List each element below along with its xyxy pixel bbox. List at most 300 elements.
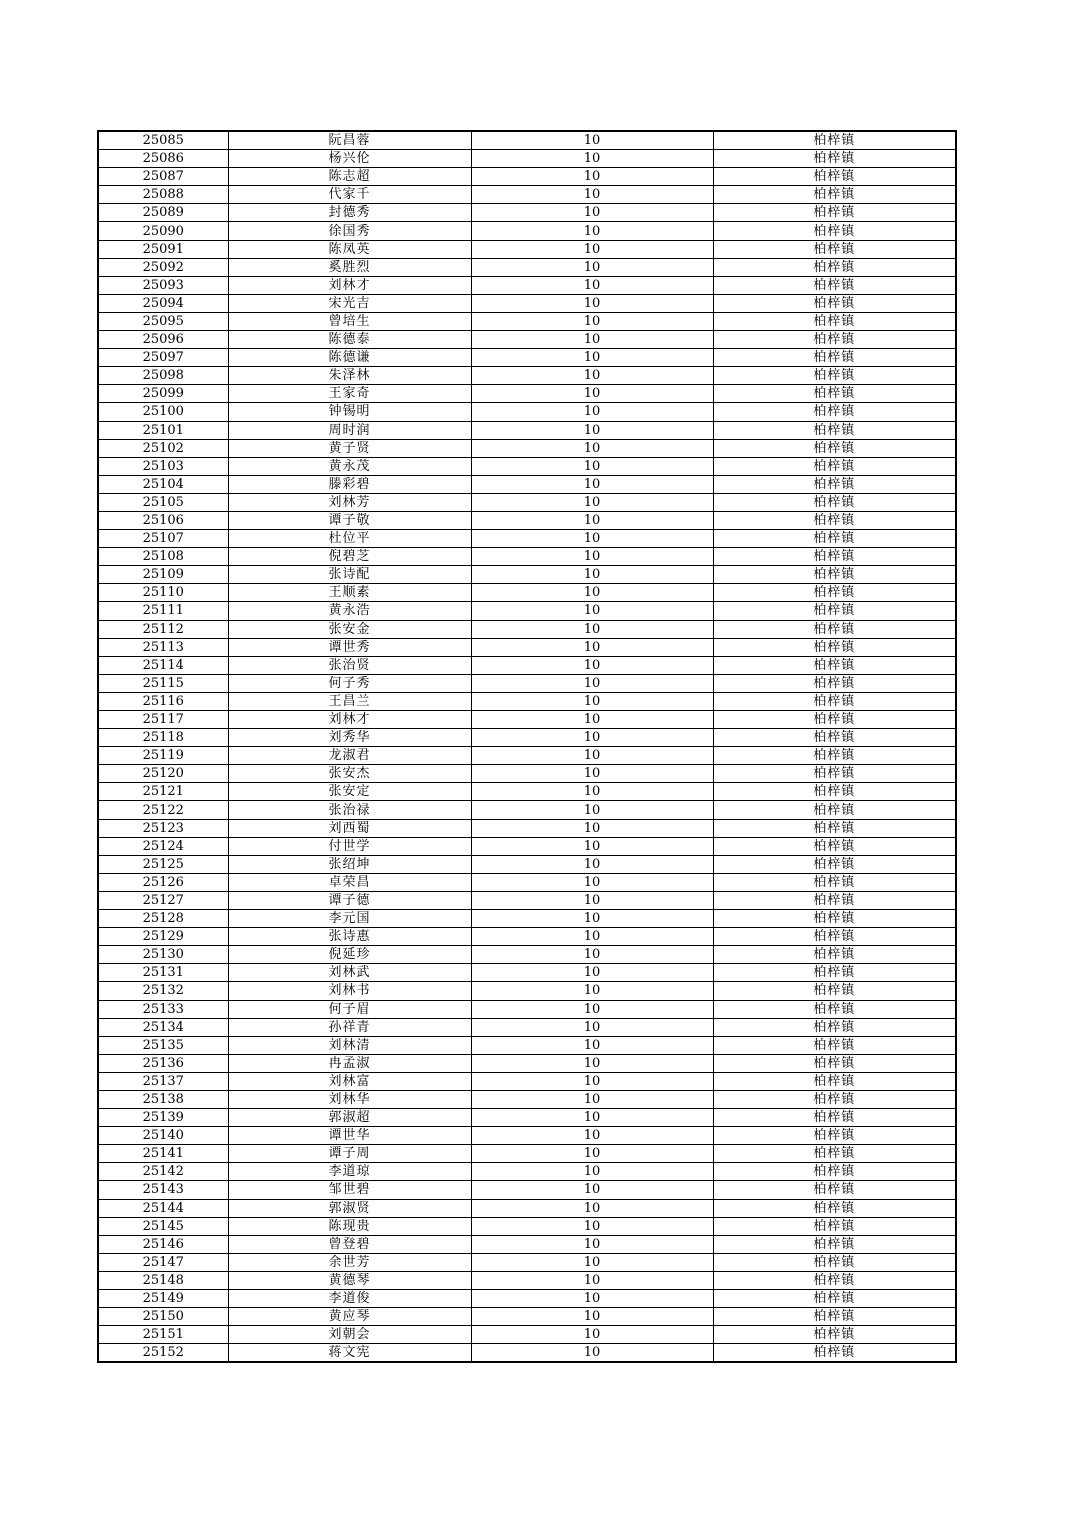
cell-name: 李道琼 <box>228 1163 471 1181</box>
cell-town: 柏梓镇 <box>713 403 956 421</box>
cell-name: 刘朝会 <box>228 1326 471 1344</box>
cell-name: 郭淑超 <box>228 1109 471 1127</box>
table-row <box>98 312 956 330</box>
cell-id: 25113 <box>98 638 228 656</box>
cell-amount: 10 <box>471 1145 713 1163</box>
cell-id: 25144 <box>98 1199 228 1217</box>
cell-town: 柏梓镇 <box>713 1054 956 1072</box>
cell-id: 25109 <box>98 566 228 584</box>
cell-amount: 10 <box>471 150 713 168</box>
cell-id: 25145 <box>98 1217 228 1235</box>
cell-town: 柏梓镇 <box>713 928 956 946</box>
table-row <box>98 964 956 982</box>
cell-town: 柏梓镇 <box>713 240 956 258</box>
cell-id: 25141 <box>98 1145 228 1163</box>
cell-id: 25137 <box>98 1072 228 1090</box>
cell-name: 张安杰 <box>228 765 471 783</box>
cell-town: 柏梓镇 <box>713 1181 956 1199</box>
cell-town: 柏梓镇 <box>713 1018 956 1036</box>
cell-amount: 10 <box>471 620 713 638</box>
cell-id: 25134 <box>98 1018 228 1036</box>
cell-amount: 10 <box>471 421 713 439</box>
cell-id: 25135 <box>98 1036 228 1054</box>
cell-amount: 10 <box>471 783 713 801</box>
cell-amount: 10 <box>471 1036 713 1054</box>
cell-name: 杨兴伦 <box>228 150 471 168</box>
cell-amount: 10 <box>471 331 713 349</box>
cell-amount: 10 <box>471 276 713 294</box>
cell-id: 25148 <box>98 1271 228 1289</box>
cell-town: 柏梓镇 <box>713 729 956 747</box>
table-row <box>98 638 956 656</box>
cell-town: 柏梓镇 <box>713 656 956 674</box>
table-row <box>98 1109 956 1127</box>
cell-amount: 10 <box>471 367 713 385</box>
table-row <box>98 982 956 1000</box>
cell-town: 柏梓镇 <box>713 439 956 457</box>
table-row <box>98 783 956 801</box>
cell-name: 陈现贵 <box>228 1217 471 1235</box>
cell-name: 黄永浩 <box>228 602 471 620</box>
cell-town: 柏梓镇 <box>713 1326 956 1344</box>
cell-id: 25097 <box>98 349 228 367</box>
cell-amount: 10 <box>471 964 713 982</box>
cell-name: 李元国 <box>228 910 471 928</box>
cell-town: 柏梓镇 <box>713 131 956 150</box>
cell-name: 卓荣昌 <box>228 873 471 891</box>
cell-amount: 10 <box>471 1090 713 1108</box>
table-row <box>98 385 956 403</box>
table-row <box>98 131 956 150</box>
cell-id: 25110 <box>98 584 228 602</box>
cell-id: 25104 <box>98 475 228 493</box>
cell-town: 柏梓镇 <box>713 910 956 928</box>
cell-town: 柏梓镇 <box>713 548 956 566</box>
cell-amount: 10 <box>471 891 713 909</box>
cell-town: 柏梓镇 <box>713 511 956 529</box>
cell-town: 柏梓镇 <box>713 620 956 638</box>
cell-name: 孙祥青 <box>228 1018 471 1036</box>
cell-town: 柏梓镇 <box>713 584 956 602</box>
cell-town: 柏梓镇 <box>713 891 956 909</box>
table-row <box>98 1217 956 1235</box>
cell-amount: 10 <box>471 566 713 584</box>
cell-name: 奚胜烈 <box>228 258 471 276</box>
cell-id: 25121 <box>98 783 228 801</box>
table-row <box>98 1072 956 1090</box>
cell-id: 25092 <box>98 258 228 276</box>
table-row <box>98 294 956 312</box>
cell-id: 25103 <box>98 457 228 475</box>
cell-name: 陈志超 <box>228 168 471 186</box>
table-row <box>98 1181 956 1199</box>
cell-id: 25087 <box>98 168 228 186</box>
cell-name: 代家千 <box>228 186 471 204</box>
cell-id: 25090 <box>98 222 228 240</box>
cell-name: 陈凤英 <box>228 240 471 258</box>
cell-name: 刘西蜀 <box>228 819 471 837</box>
cell-amount: 10 <box>471 729 713 747</box>
cell-name: 封德秀 <box>228 204 471 222</box>
cell-name: 谭子周 <box>228 1145 471 1163</box>
cell-name: 谭子敬 <box>228 511 471 529</box>
cell-amount: 10 <box>471 656 713 674</box>
cell-name: 付世学 <box>228 837 471 855</box>
cell-amount: 10 <box>471 1072 713 1090</box>
table-body <box>98 131 956 1362</box>
cell-amount: 10 <box>471 403 713 421</box>
cell-id: 25140 <box>98 1127 228 1145</box>
cell-amount: 10 <box>471 186 713 204</box>
cell-amount: 10 <box>471 1018 713 1036</box>
cell-id: 25096 <box>98 331 228 349</box>
cell-town: 柏梓镇 <box>713 530 956 548</box>
cell-id: 25151 <box>98 1326 228 1344</box>
cell-amount: 10 <box>471 511 713 529</box>
cell-town: 柏梓镇 <box>713 566 956 584</box>
cell-id: 25136 <box>98 1054 228 1072</box>
cell-amount: 10 <box>471 982 713 1000</box>
cell-town: 柏梓镇 <box>713 1344 956 1363</box>
cell-name: 倪延珍 <box>228 946 471 964</box>
cell-town: 柏梓镇 <box>713 331 956 349</box>
cell-amount: 10 <box>471 765 713 783</box>
table-row <box>98 855 956 873</box>
table-row <box>98 873 956 891</box>
cell-amount: 10 <box>471 1344 713 1363</box>
cell-name: 郭淑贤 <box>228 1199 471 1217</box>
cell-id: 25106 <box>98 511 228 529</box>
cell-town: 柏梓镇 <box>713 1199 956 1217</box>
cell-amount: 10 <box>471 258 713 276</box>
cell-id: 25150 <box>98 1308 228 1326</box>
table-row <box>98 186 956 204</box>
table-row <box>98 421 956 439</box>
cell-name: 滕彩碧 <box>228 475 471 493</box>
cell-town: 柏梓镇 <box>713 186 956 204</box>
cell-town: 柏梓镇 <box>713 711 956 729</box>
table-row <box>98 1036 956 1054</box>
cell-amount: 10 <box>471 1127 713 1145</box>
cell-amount: 10 <box>471 946 713 964</box>
cell-id: 25139 <box>98 1109 228 1127</box>
cell-town: 柏梓镇 <box>713 1000 956 1018</box>
cell-id: 25127 <box>98 891 228 909</box>
cell-town: 柏梓镇 <box>713 349 956 367</box>
cell-name: 曾登碧 <box>228 1235 471 1253</box>
table-row <box>98 530 956 548</box>
cell-id: 25094 <box>98 294 228 312</box>
cell-town: 柏梓镇 <box>713 855 956 873</box>
cell-name: 谭子德 <box>228 891 471 909</box>
cell-town: 柏梓镇 <box>713 946 956 964</box>
cell-town: 柏梓镇 <box>713 1163 956 1181</box>
cell-amount: 10 <box>471 493 713 511</box>
cell-amount: 10 <box>471 928 713 946</box>
cell-id: 25111 <box>98 602 228 620</box>
cell-name: 李道俊 <box>228 1290 471 1308</box>
cell-town: 柏梓镇 <box>713 276 956 294</box>
cell-town: 柏梓镇 <box>713 222 956 240</box>
table-row <box>98 711 956 729</box>
cell-id: 25126 <box>98 873 228 891</box>
cell-amount: 10 <box>471 638 713 656</box>
cell-town: 柏梓镇 <box>713 674 956 692</box>
cell-town: 柏梓镇 <box>713 964 956 982</box>
cell-amount: 10 <box>471 910 713 928</box>
cell-id: 25086 <box>98 150 228 168</box>
cell-name: 黄德琴 <box>228 1271 471 1289</box>
table-row <box>98 331 956 349</box>
cell-id: 25120 <box>98 765 228 783</box>
cell-id: 25085 <box>98 131 228 150</box>
table-row <box>98 150 956 168</box>
cell-amount: 10 <box>471 602 713 620</box>
cell-id: 25149 <box>98 1290 228 1308</box>
table-row <box>98 1199 956 1217</box>
cell-amount: 10 <box>471 439 713 457</box>
cell-name: 何子秀 <box>228 674 471 692</box>
cell-name: 阮昌蓉 <box>228 131 471 150</box>
cell-town: 柏梓镇 <box>713 367 956 385</box>
cell-town: 柏梓镇 <box>713 1290 956 1308</box>
cell-amount: 10 <box>471 674 713 692</box>
cell-town: 柏梓镇 <box>713 475 956 493</box>
cell-name: 倪碧芝 <box>228 548 471 566</box>
cell-town: 柏梓镇 <box>713 692 956 710</box>
cell-amount: 10 <box>471 349 713 367</box>
cell-amount: 10 <box>471 204 713 222</box>
cell-id: 25118 <box>98 729 228 747</box>
cell-name: 张诗惠 <box>228 928 471 946</box>
table-row <box>98 475 956 493</box>
data-table <box>97 130 957 1363</box>
cell-id: 25152 <box>98 1344 228 1363</box>
cell-amount: 10 <box>471 475 713 493</box>
cell-id: 25128 <box>98 910 228 928</box>
cell-amount: 10 <box>471 1235 713 1253</box>
cell-id: 25125 <box>98 855 228 873</box>
cell-amount: 10 <box>471 1271 713 1289</box>
cell-id: 25098 <box>98 367 228 385</box>
cell-town: 柏梓镇 <box>713 1109 956 1127</box>
cell-town: 柏梓镇 <box>713 747 956 765</box>
cell-id: 25130 <box>98 946 228 964</box>
cell-name: 刘林富 <box>228 1072 471 1090</box>
table-row <box>98 620 956 638</box>
cell-id: 25114 <box>98 656 228 674</box>
table-row <box>98 1018 956 1036</box>
cell-town: 柏梓镇 <box>713 1036 956 1054</box>
cell-name: 黄永茂 <box>228 457 471 475</box>
cell-amount: 10 <box>471 1163 713 1181</box>
cell-amount: 10 <box>471 1217 713 1235</box>
table-row <box>98 367 956 385</box>
cell-id: 25124 <box>98 837 228 855</box>
table-row <box>98 457 956 475</box>
table-row <box>98 692 956 710</box>
table-row <box>98 891 956 909</box>
cell-town: 柏梓镇 <box>713 1253 956 1271</box>
table-row <box>98 910 956 928</box>
cell-amount: 10 <box>471 855 713 873</box>
cell-name: 刘林才 <box>228 276 471 294</box>
cell-town: 柏梓镇 <box>713 819 956 837</box>
cell-amount: 10 <box>471 819 713 837</box>
cell-name: 刘林书 <box>228 982 471 1000</box>
cell-town: 柏梓镇 <box>713 204 956 222</box>
cell-id: 25117 <box>98 711 228 729</box>
cell-town: 柏梓镇 <box>713 602 956 620</box>
cell-id: 25115 <box>98 674 228 692</box>
cell-amount: 10 <box>471 548 713 566</box>
table-row <box>98 566 956 584</box>
table-row <box>98 1000 956 1018</box>
cell-id: 25102 <box>98 439 228 457</box>
cell-id: 25089 <box>98 204 228 222</box>
cell-name: 张安定 <box>228 783 471 801</box>
table-row <box>98 276 956 294</box>
cell-id: 25112 <box>98 620 228 638</box>
cell-name: 冉孟淑 <box>228 1054 471 1072</box>
cell-id: 25142 <box>98 1163 228 1181</box>
table-row <box>98 1054 956 1072</box>
table-row <box>98 1163 956 1181</box>
table-row <box>98 801 956 819</box>
table-row <box>98 837 956 855</box>
cell-amount: 10 <box>471 530 713 548</box>
cell-name: 陈德谦 <box>228 349 471 367</box>
cell-name: 黄应琴 <box>228 1308 471 1326</box>
cell-amount: 10 <box>471 240 713 258</box>
table-row <box>98 656 956 674</box>
cell-id: 25101 <box>98 421 228 439</box>
table-row <box>98 602 956 620</box>
cell-name: 刘秀华 <box>228 729 471 747</box>
table-row <box>98 168 956 186</box>
cell-id: 25146 <box>98 1235 228 1253</box>
cell-name: 张治禄 <box>228 801 471 819</box>
cell-name: 刘林华 <box>228 1090 471 1108</box>
cell-id: 25093 <box>98 276 228 294</box>
cell-town: 柏梓镇 <box>713 873 956 891</box>
cell-town: 柏梓镇 <box>713 1308 956 1326</box>
cell-town: 柏梓镇 <box>713 1127 956 1145</box>
table-row <box>98 819 956 837</box>
cell-id: 25143 <box>98 1181 228 1199</box>
cell-name: 蒋文宪 <box>228 1344 471 1363</box>
cell-name: 龙淑君 <box>228 747 471 765</box>
cell-name: 黄子贤 <box>228 439 471 457</box>
table-row <box>98 258 956 276</box>
table-row <box>98 1235 956 1253</box>
cell-town: 柏梓镇 <box>713 385 956 403</box>
cell-name: 周时润 <box>228 421 471 439</box>
table-row <box>98 946 956 964</box>
cell-id: 25122 <box>98 801 228 819</box>
cell-amount: 10 <box>471 873 713 891</box>
cell-id: 25108 <box>98 548 228 566</box>
cell-name: 谭世华 <box>228 1127 471 1145</box>
cell-name: 张治贤 <box>228 656 471 674</box>
table-row <box>98 1127 956 1145</box>
table-row <box>98 1290 956 1308</box>
cell-name: 刘林清 <box>228 1036 471 1054</box>
table-row <box>98 403 956 421</box>
cell-town: 柏梓镇 <box>713 638 956 656</box>
cell-name: 王昌兰 <box>228 692 471 710</box>
table-row <box>98 349 956 367</box>
cell-name: 钟锡明 <box>228 403 471 421</box>
cell-amount: 10 <box>471 837 713 855</box>
cell-town: 柏梓镇 <box>713 312 956 330</box>
cell-town: 柏梓镇 <box>713 457 956 475</box>
cell-id: 25107 <box>98 530 228 548</box>
cell-amount: 10 <box>471 584 713 602</box>
cell-id: 25099 <box>98 385 228 403</box>
cell-town: 柏梓镇 <box>713 150 956 168</box>
table-row <box>98 511 956 529</box>
cell-amount: 10 <box>471 385 713 403</box>
cell-amount: 10 <box>471 1308 713 1326</box>
cell-town: 柏梓镇 <box>713 801 956 819</box>
cell-name: 张安金 <box>228 620 471 638</box>
table-row <box>98 747 956 765</box>
table-row <box>98 204 956 222</box>
cell-amount: 10 <box>471 1199 713 1217</box>
cell-town: 柏梓镇 <box>713 421 956 439</box>
cell-id: 25091 <box>98 240 228 258</box>
cell-town: 柏梓镇 <box>713 258 956 276</box>
cell-amount: 10 <box>471 131 713 150</box>
cell-amount: 10 <box>471 1290 713 1308</box>
table-row <box>98 493 956 511</box>
table-row <box>98 1308 956 1326</box>
cell-id: 25100 <box>98 403 228 421</box>
cell-amount: 10 <box>471 801 713 819</box>
cell-town: 柏梓镇 <box>713 1145 956 1163</box>
table-row <box>98 240 956 258</box>
cell-id: 25119 <box>98 747 228 765</box>
cell-name: 张绍坤 <box>228 855 471 873</box>
cell-amount: 10 <box>471 747 713 765</box>
cell-amount: 10 <box>471 312 713 330</box>
cell-id: 25147 <box>98 1253 228 1271</box>
cell-amount: 10 <box>471 1054 713 1072</box>
cell-name: 徐国秀 <box>228 222 471 240</box>
cell-name: 杜位平 <box>228 530 471 548</box>
cell-town: 柏梓镇 <box>713 1271 956 1289</box>
cell-name: 宋光吉 <box>228 294 471 312</box>
table-row <box>98 1326 956 1344</box>
table-row <box>98 928 956 946</box>
cell-id: 25129 <box>98 928 228 946</box>
cell-id: 25131 <box>98 964 228 982</box>
cell-town: 柏梓镇 <box>713 837 956 855</box>
cell-id: 25133 <box>98 1000 228 1018</box>
cell-id: 25116 <box>98 692 228 710</box>
cell-name: 曾培生 <box>228 312 471 330</box>
cell-name: 邹世碧 <box>228 1181 471 1199</box>
table-row <box>98 439 956 457</box>
cell-amount: 10 <box>471 1326 713 1344</box>
cell-name: 刘林武 <box>228 964 471 982</box>
cell-town: 柏梓镇 <box>713 783 956 801</box>
cell-amount: 10 <box>471 168 713 186</box>
cell-name: 王家奇 <box>228 385 471 403</box>
cell-id: 25132 <box>98 982 228 1000</box>
cell-amount: 10 <box>471 294 713 312</box>
